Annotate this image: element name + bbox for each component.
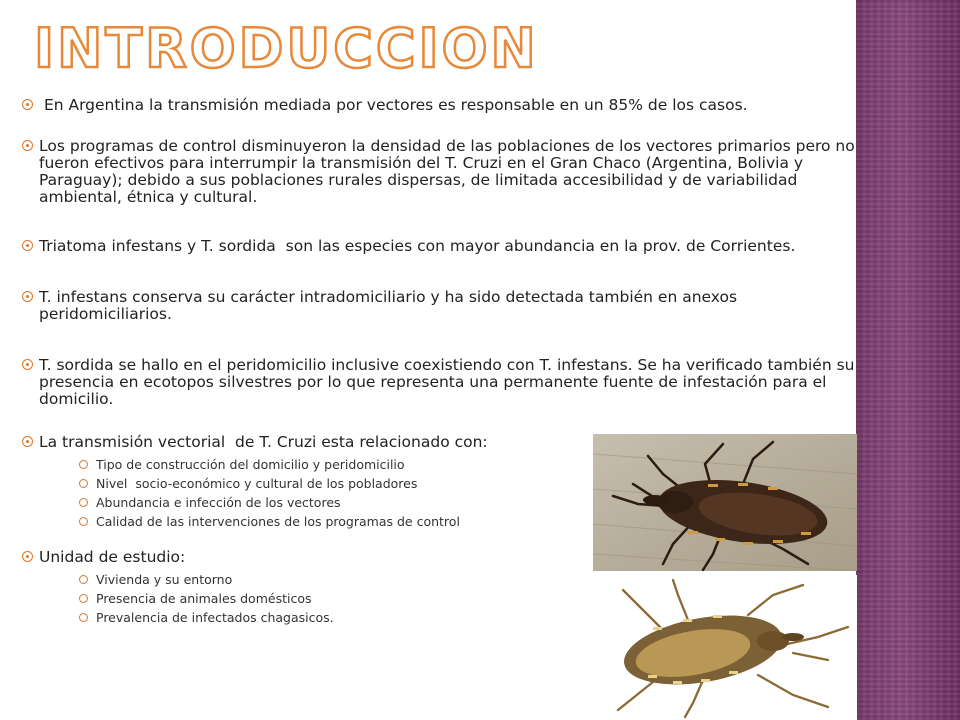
sub-bullet-icon (79, 613, 88, 622)
sub-bullet-icon (79, 575, 88, 584)
bullet-item (22, 97, 862, 114)
bullet-text: T. sordida se hallo en el peridomicilio inclusive coexistiendo con T. infestans. Se ha verificado también su presencia en ecotopos silvestres por lo que representa una permanente fuente de infestación para el domicilio. (39, 356, 855, 408)
sub-bullet-icon (79, 517, 88, 526)
bullet-icon (22, 359, 33, 370)
slide-title: INTRODUCCION (34, 17, 539, 80)
bullet-icon (22, 140, 33, 151)
bullet-item (22, 289, 862, 323)
sub-bullet-icon (79, 479, 88, 488)
sub-list-item: Vivienda y su entorno (79, 572, 862, 587)
bullet-text: Triatoma infestans y T. sordida son las especies con mayor abundancia en la prov. de Corrientes. (39, 237, 796, 255)
sub-bullet-icon (79, 498, 88, 507)
insect-image-top (593, 434, 857, 571)
sub-bullet-icon (79, 594, 88, 603)
bullet-text: Unidad de estudio: (39, 548, 186, 566)
sub-bullet-icon (79, 460, 88, 469)
sub-list-item: Tipo de construcción del domicilio y peridomicilio (79, 457, 862, 472)
sub-list-item: Nivel socio-económico y cultural de los pobladores (79, 476, 862, 491)
bullet-text: En Argentina la transmisión mediada por vectores es responsable en un 85% de los casos. (39, 96, 748, 114)
sub-list-item: Abundancia e infección de los vectores (79, 495, 862, 510)
sub-list-item: Prevalencia de infectados chagasicos. (79, 610, 862, 625)
insect-image-bottom (593, 575, 857, 720)
bullet-icon (22, 240, 33, 251)
bullet-item (22, 357, 859, 408)
bullet-text: T. infestans conserva su carácter intradomiciliario y ha sido detectada también en anexos peridomiciliarios. (39, 288, 738, 323)
sub-list-item: Calidad de las intervenciones de los programas de control (79, 514, 862, 529)
bullet-icon (22, 551, 33, 562)
sub-list-item: Presencia de animales domésticos (79, 591, 862, 606)
bullet-item (22, 238, 862, 255)
decorative-side-band (856, 0, 960, 720)
bullet-text: Los programas de control disminuyeron la densidad de las poblaciones de los vectores primarios pero no fueron efectivos para interrumpir la transmisión del T. Cruzi en el Gran Chaco (Argentina, Bolivia y Paraguay); debido a sus poblaciones rurales dispersas, de limitada accesibilidad y de variabilidad ambiental, étnica y cultural. (39, 137, 855, 206)
bullet-text: La transmisión vectorial de T. Cruzi esta relacionado con: (39, 433, 488, 451)
bullet-icon (22, 436, 33, 447)
insect-photo-bottom (593, 575, 857, 720)
insect-photo-top (593, 434, 857, 571)
bullet-item (22, 138, 862, 206)
bullet-icon (22, 291, 33, 302)
bullet-icon (22, 99, 33, 110)
